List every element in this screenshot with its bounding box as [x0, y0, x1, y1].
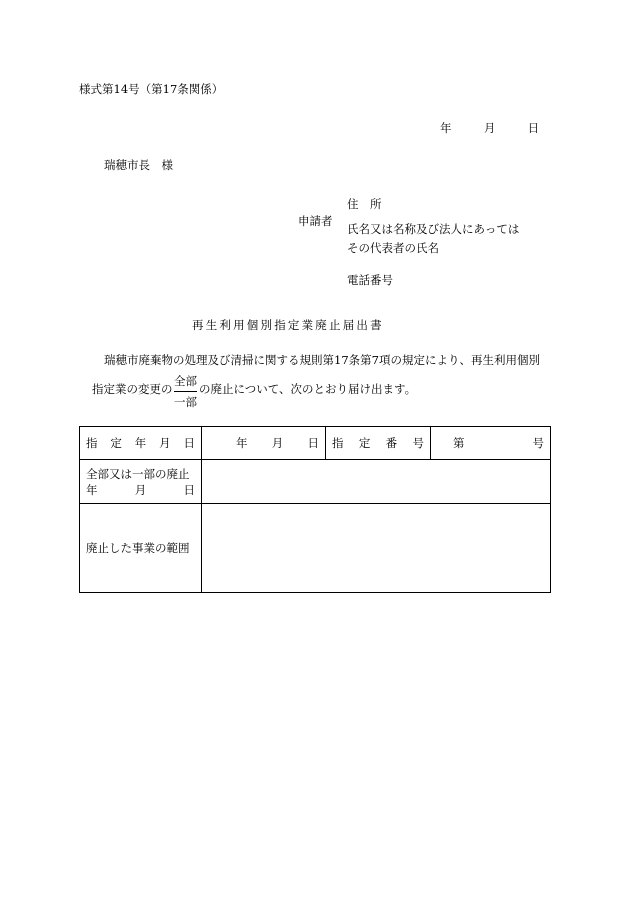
- abolished-scope-label: 廃止した事業の範囲: [80, 504, 202, 593]
- body-line-2-suffix: の廃止について、次のとおり届け出ます。: [199, 382, 417, 396]
- table-row: [80, 460, 551, 504]
- designation-number-value[interactable]: 第 号: [431, 427, 551, 460]
- form-id: 様式第14号（第17条関係）: [79, 82, 224, 96]
- addressee: 瑞穂市長 様: [104, 158, 173, 172]
- applicant-address-label: 住 所: [347, 197, 382, 211]
- date-day: 日: [527, 121, 540, 135]
- document-title: 再生利用個別指定業廃止届出書: [192, 318, 384, 332]
- choice-all: 全部: [174, 374, 197, 388]
- applicant-label: 申請者: [298, 214, 333, 228]
- abolished-scope-value[interactable]: [202, 504, 551, 593]
- table-row: [80, 427, 551, 460]
- designation-date-value[interactable]: 年 月 日: [202, 427, 326, 460]
- body-line-2-prefix: 指定業の変更の: [92, 382, 173, 396]
- date-line: [440, 120, 539, 136]
- abolition-date-label: 全部又は一部の廃止 年 月 日: [80, 460, 202, 504]
- date-month: 月: [483, 121, 496, 135]
- all-or-part-choice: [174, 371, 197, 413]
- table-row: [80, 504, 551, 593]
- details-table: [79, 426, 551, 593]
- designation-number-label: 指 定 番 号: [326, 427, 431, 460]
- applicant-name-label-line1: 氏名又は名称及び法人にあっては: [347, 222, 520, 236]
- choice-part: 一部: [174, 395, 197, 409]
- designation-date-label: 指 定 年 月 日: [80, 427, 202, 460]
- applicant-phone-label: 電話番号: [347, 273, 393, 287]
- body-line-1: 瑞穂市廃棄物の処理及び清掃に関する規則第17条第7項の規定により、再生利用個別: [104, 353, 540, 367]
- applicant-name-label-line2: その代表者の氏名: [347, 241, 439, 255]
- date-year: 年: [440, 121, 452, 135]
- choice-divider: [174, 391, 197, 392]
- abolition-date-value[interactable]: [202, 460, 551, 504]
